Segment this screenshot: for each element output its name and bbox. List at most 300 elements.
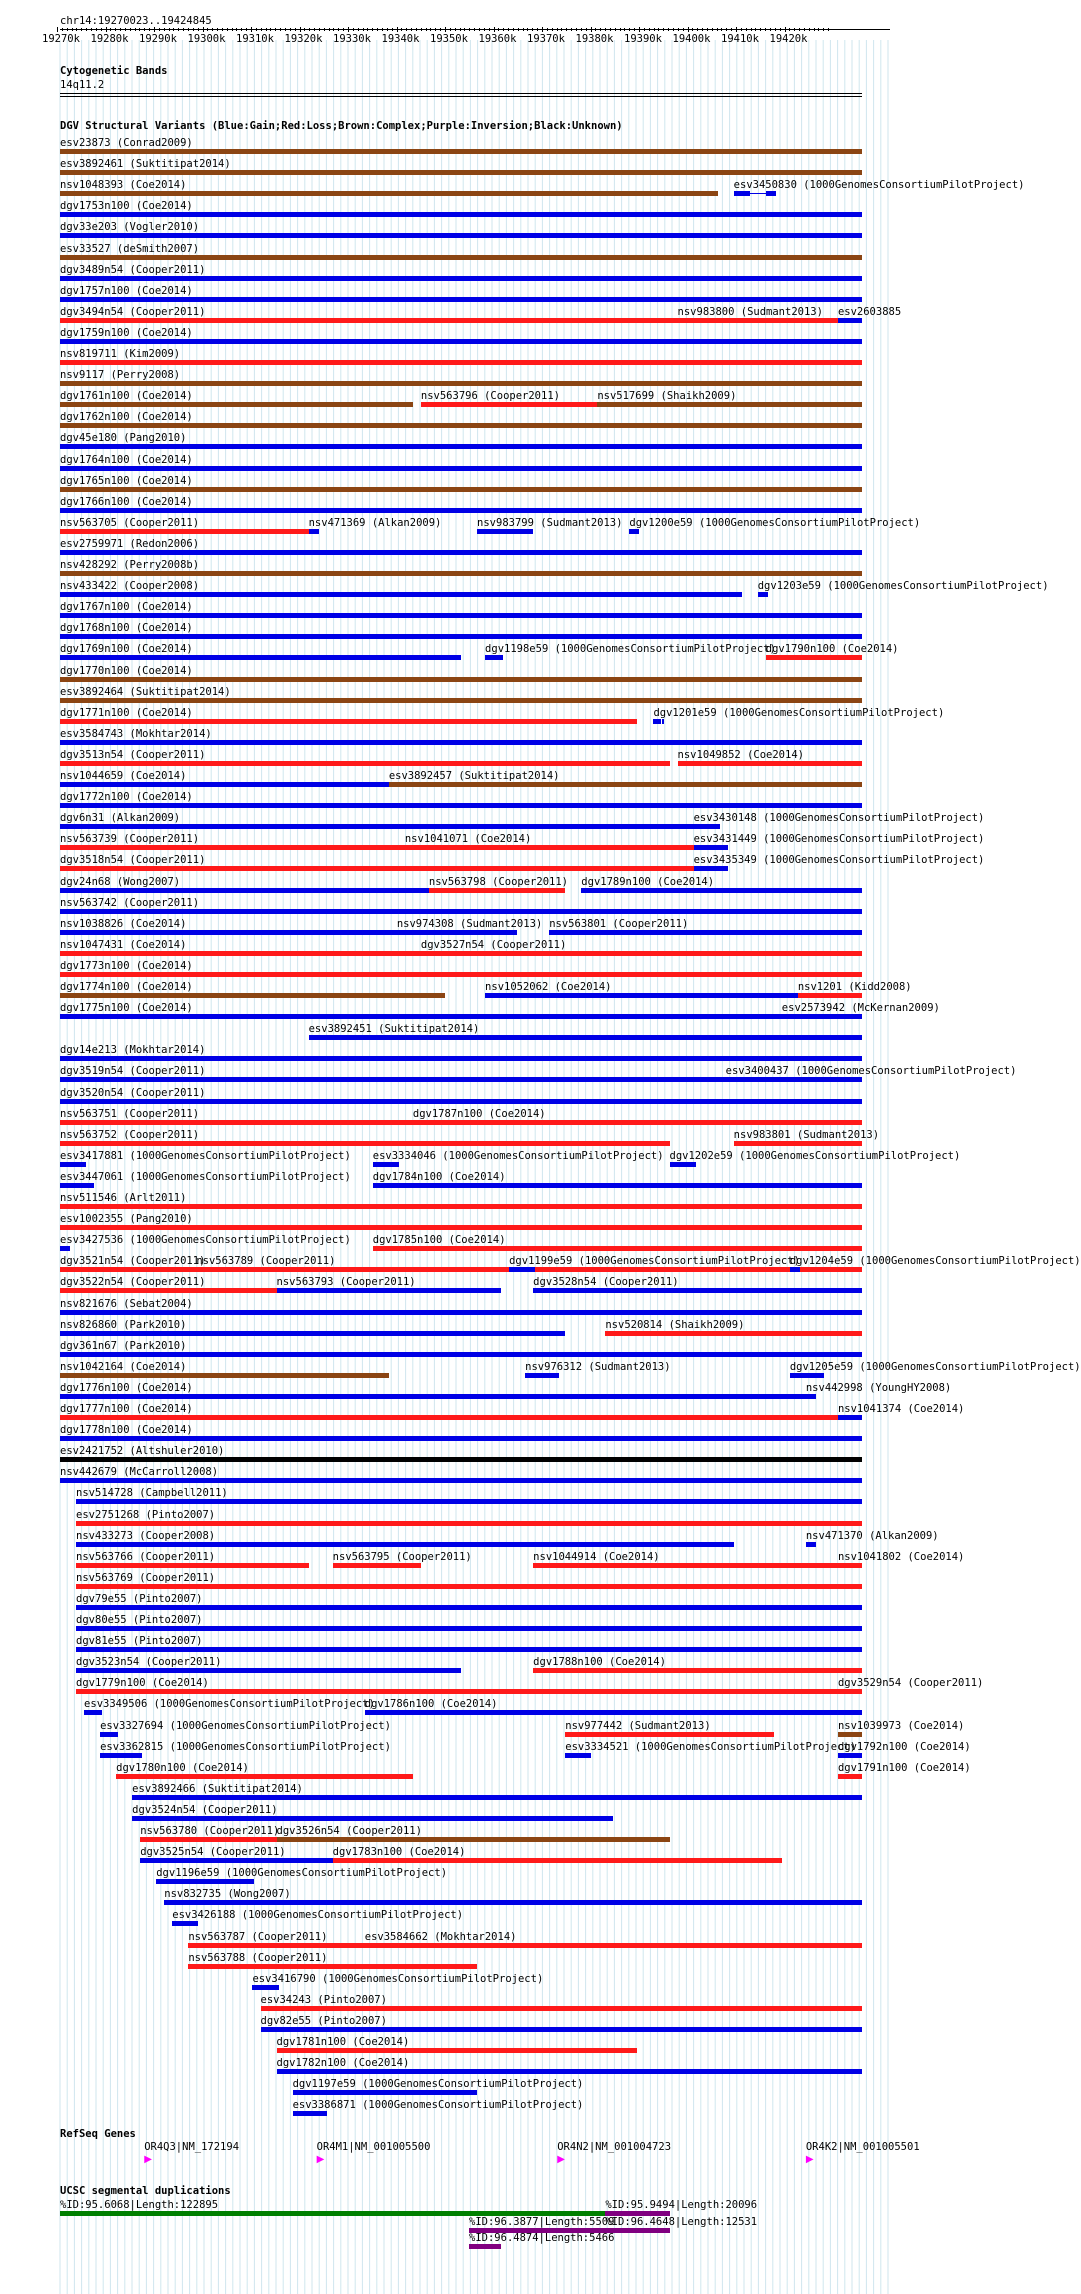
- dgv-feature-block[interactable]: [790, 1373, 822, 1378]
- dgv-feature-label[interactable]: dgv1196e59 (1000GenomesConsortiumPilotProject): [156, 1867, 448, 1880]
- dgv-feature-bar[interactable]: [60, 149, 862, 154]
- dgv-feature-block[interactable]: [172, 1921, 196, 1926]
- dgv-feature-end[interactable]: [774, 191, 776, 196]
- dgv-feature-label[interactable]: dgv1197e59 (1000GenomesConsortiumPilotProject): [292, 2078, 584, 2091]
- dgv-feature-label[interactable]: nsv563798 (Cooper2011): [428, 875, 568, 888]
- dgv-feature-label[interactable]: esv33527 (deSmith2007): [60, 242, 200, 255]
- dgv-feature-label[interactable]: dgv3518n54 (Cooper2011): [60, 854, 206, 867]
- dgv-feature-bar[interactable]: [678, 761, 862, 766]
- dgv-feature-bar[interactable]: [60, 529, 309, 534]
- dgv-feature-end[interactable]: [317, 529, 319, 534]
- dgv-feature-bar[interactable]: [293, 2090, 477, 2095]
- dgv-feature-bar[interactable]: [60, 1225, 862, 1230]
- dgv-feature-bar[interactable]: [60, 719, 637, 724]
- dgv-feature-bar[interactable]: [60, 888, 429, 893]
- segdup-label[interactable]: %ID:95.9494|Length:20096: [605, 2199, 758, 2211]
- dgv-feature-bar[interactable]: [60, 655, 461, 660]
- dgv-feature-label[interactable]: dgv1788n100 (Coe2014): [533, 1656, 666, 1669]
- dgv-feature-bar[interactable]: [365, 1943, 862, 1948]
- dgv-feature-label[interactable]: nsv563751 (Cooper2011): [60, 1107, 200, 1120]
- dgv-feature-end[interactable]: [798, 1267, 800, 1272]
- dgv-feature-label[interactable]: esv3417881 (1000GenomesConsortiumPilotProject): [60, 1149, 351, 1162]
- dgv-feature-bar[interactable]: [60, 402, 413, 407]
- dgv-feature-block[interactable]: [670, 1162, 694, 1167]
- dgv-feature-label[interactable]: nsv1041374 (Coe2014): [837, 1403, 965, 1415]
- dgv-feature-label[interactable]: nsv832735 (Wong2007): [164, 1888, 291, 1901]
- dgv-feature-label[interactable]: nsv442998 (YoungHY2008): [805, 1381, 952, 1394]
- dgv-feature-end[interactable]: [252, 1879, 254, 1884]
- dgv-feature-label[interactable]: dgv1790n100 (Coe2014): [765, 643, 899, 656]
- dgv-feature-bar[interactable]: [60, 381, 862, 386]
- dgv-feature-label[interactable]: dgv3529n54 (Cooper2011): [837, 1677, 984, 1690]
- dgv-feature-label[interactable]: esv2751268 (Pinto2007): [76, 1508, 216, 1521]
- dgv-feature-label[interactable]: dgv6n31 (Alkan2009): [60, 812, 181, 825]
- dgv-feature-label[interactable]: dgv80e55 (Pinto2007): [76, 1614, 203, 1626]
- dgv-feature-label[interactable]: dgv82e55 (Pinto2007): [260, 2014, 387, 2027]
- dgv-feature-bar[interactable]: [60, 212, 862, 217]
- dgv-feature-block[interactable]: [60, 1246, 68, 1251]
- dgv-feature-label[interactable]: nsv428292 (Perry2008b): [60, 559, 200, 571]
- dgv-feature-block[interactable]: [84, 1710, 100, 1715]
- dgv-feature-bar[interactable]: [60, 698, 862, 703]
- dgv-feature-bar[interactable]: [549, 930, 862, 935]
- dgv-feature-label[interactable]: nsv563766 (Cooper2011): [76, 1550, 216, 1563]
- dgv-feature-label[interactable]: dgv1205e59 (1000GenomesConsortiumPilotProject): [789, 1360, 1081, 1373]
- dgv-feature-bar[interactable]: [60, 1056, 862, 1061]
- dgv-feature-bar[interactable]: [60, 845, 405, 850]
- dgv-feature-label[interactable]: dgv1789n100 (Coe2014): [581, 875, 715, 888]
- dgv-feature-bar[interactable]: [60, 1457, 862, 1462]
- dgv-feature-label[interactable]: esv3892451 (Suktitipat2014): [308, 1023, 480, 1036]
- dgv-feature-label[interactable]: esv2573942 (McKernan2009): [781, 1002, 940, 1015]
- dgv-feature-label[interactable]: nsv563705 (Cooper2011): [60, 516, 200, 529]
- dgv-feature-label[interactable]: nsv563789 (Cooper2011): [196, 1255, 336, 1268]
- dgv-feature-label[interactable]: nsv471370 (Alkan2009): [805, 1529, 939, 1542]
- dgv-feature-end[interactable]: [196, 1921, 198, 1926]
- dgv-feature-label[interactable]: esv3435349 (1000GenomesConsortiumPilotProject): [693, 854, 985, 867]
- refseq-gene-label[interactable]: OR4Q3|NM_172194: [144, 2141, 240, 2153]
- dgv-feature-end[interactable]: [68, 1246, 70, 1251]
- dgv-feature-label[interactable]: dgv24n68 (Wong2007): [60, 875, 181, 888]
- segdup-bar[interactable]: [469, 2244, 501, 2249]
- dgv-feature-end[interactable]: [277, 1985, 279, 1990]
- dgv-feature-bar[interactable]: [477, 529, 533, 534]
- dgv-feature-end[interactable]: [766, 592, 768, 597]
- dgv-feature-bar[interactable]: [60, 1204, 862, 1209]
- dgv-feature-bar[interactable]: [798, 993, 862, 998]
- dgv-feature-label[interactable]: nsv563780 (Cooper2011): [140, 1825, 280, 1837]
- dgv-feature-bar[interactable]: [60, 803, 862, 808]
- dgv-feature-bar[interactable]: [277, 2048, 638, 2053]
- dgv-feature-label[interactable]: dgv1791n100 (Coe2014): [837, 1761, 971, 1774]
- dgv-feature-label[interactable]: dgv1786n100 (Coe2014): [364, 1698, 498, 1711]
- dgv-feature-bar[interactable]: [76, 1626, 862, 1631]
- dgv-feature-bar[interactable]: [60, 339, 862, 344]
- dgv-feature-block[interactable]: [509, 1267, 533, 1272]
- dgv-feature-bar[interactable]: [277, 2069, 862, 2074]
- dgv-feature-block[interactable]: [525, 1373, 557, 1378]
- dgv-feature-bar[interactable]: [60, 613, 862, 618]
- dgv-feature-bar[interactable]: [605, 1331, 862, 1336]
- dgv-feature-label[interactable]: dgv79e55 (Pinto2007): [76, 1592, 203, 1605]
- dgv-feature-bar[interactable]: [60, 1394, 806, 1399]
- dgv-feature-label[interactable]: esv3400437 (1000GenomesConsortiumPilotProject): [725, 1065, 1017, 1078]
- dgv-feature-end[interactable]: [726, 866, 728, 871]
- dgv-feature-bar[interactable]: [60, 740, 862, 745]
- gene-arrow-icon[interactable]: ▶: [557, 2154, 565, 2165]
- dgv-feature-bar[interactable]: [60, 170, 862, 175]
- dgv-feature-block[interactable]: [694, 824, 718, 829]
- dgv-feature-bar[interactable]: [60, 571, 862, 576]
- dgv-feature-label[interactable]: nsv520814 (Shaikh2009): [605, 1318, 745, 1331]
- dgv-feature-label[interactable]: esv34243 (Pinto2007): [260, 1993, 387, 2006]
- dgv-feature-label[interactable]: dgv1204e59 (1000GenomesConsortiumPilotProject): [789, 1255, 1081, 1268]
- dgv-feature-block[interactable]: [100, 1753, 140, 1758]
- dgv-feature-label[interactable]: esv3349506 (1000GenomesConsortiumPilotProject): [84, 1698, 375, 1711]
- dgv-feature-block[interactable]: [694, 866, 726, 871]
- dgv-feature-label[interactable]: nsv433273 (Cooper2008): [76, 1529, 216, 1542]
- dgv-feature-label[interactable]: dgv1770n100 (Coe2014): [60, 664, 193, 677]
- dgv-feature-bar[interactable]: [60, 930, 397, 935]
- segdup-bar[interactable]: [605, 2228, 669, 2233]
- dgv-feature-bar[interactable]: [60, 1120, 413, 1125]
- dgv-feature-bar[interactable]: [76, 1647, 862, 1652]
- dgv-feature-label[interactable]: esv3430148 (1000GenomesConsortiumPilotProject): [693, 812, 985, 825]
- dgv-feature-label[interactable]: esv3327694 (1000GenomesConsortiumPilotProject): [100, 1719, 391, 1732]
- dgv-feature-label[interactable]: nsv563788 (Cooper2011): [188, 1951, 328, 1964]
- dgv-feature-label[interactable]: nsv821676 (Sebat2004): [60, 1297, 193, 1310]
- dgv-feature-label[interactable]: dgv1781n100 (Coe2014): [276, 2036, 410, 2048]
- dgv-feature-bar[interactable]: [60, 1373, 389, 1378]
- dgv-feature-label[interactable]: dgv1779n100 (Coe2014): [76, 1677, 209, 1690]
- dgv-feature-bar[interactable]: [76, 1542, 734, 1547]
- dgv-feature-label[interactable]: dgv1773n100 (Coe2014): [60, 959, 193, 972]
- dgv-feature-label[interactable]: nsv563742 (Cooper2011): [60, 896, 200, 909]
- dgv-feature-end[interactable]: [718, 824, 720, 829]
- dgv-feature-label[interactable]: dgv1782n100 (Coe2014): [276, 2057, 410, 2070]
- dgv-feature-bar[interactable]: [60, 951, 421, 956]
- dgv-feature-label[interactable]: esv3450830 (1000GenomesConsortiumPilotProject): [733, 179, 1025, 192]
- dgv-feature-end[interactable]: [501, 655, 503, 660]
- dgv-feature-end[interactable]: [92, 1183, 94, 1188]
- dgv-feature-end[interactable]: [798, 1014, 800, 1019]
- dgv-feature-end[interactable]: [325, 2111, 327, 2116]
- dgv-feature-label[interactable]: esv2759971 (Redon2006): [60, 537, 200, 550]
- dgv-feature-bar[interactable]: [421, 951, 862, 956]
- dgv-feature-label[interactable]: esv2603885: [837, 305, 902, 318]
- dgv-feature-block[interactable]: [100, 1732, 116, 1737]
- dgv-feature-label[interactable]: dgv3494n54 (Cooper2011): [60, 305, 206, 318]
- dgv-feature-label[interactable]: dgv1778n100 (Coe2014): [60, 1424, 193, 1437]
- dgv-feature-bar[interactable]: [60, 423, 862, 428]
- dgv-feature-bar[interactable]: [397, 930, 517, 935]
- dgv-feature-bar[interactable]: [60, 255, 862, 260]
- dgv-feature-bar[interactable]: [60, 634, 862, 639]
- dgv-feature-label[interactable]: dgv3489n54 (Cooper2011): [60, 263, 206, 276]
- dgv-feature-label[interactable]: dgv3519n54 (Cooper2011): [60, 1065, 206, 1078]
- dgv-feature-label[interactable]: nsv433422 (Cooper2008): [60, 580, 200, 593]
- dgv-feature-label[interactable]: dgv1769n100 (Coe2014): [60, 643, 193, 656]
- dgv-feature-bar[interactable]: [60, 1352, 862, 1357]
- dgv-feature-label[interactable]: dgv3525n54 (Cooper2011): [140, 1846, 286, 1859]
- dgv-feature-label[interactable]: nsv442679 (McCarroll2008): [60, 1466, 219, 1479]
- dgv-feature-bar[interactable]: [838, 1563, 862, 1568]
- dgv-feature-label[interactable]: dgv1199e59 (1000GenomesConsortiumPilotProject): [509, 1255, 800, 1268]
- dgv-feature-end[interactable]: [726, 845, 728, 850]
- dgv-feature-label[interactable]: dgv3526n54 (Cooper2011): [276, 1825, 422, 1837]
- dgv-feature-bar[interactable]: [60, 993, 445, 998]
- dgv-feature-label[interactable]: dgv33e203 (Vogler2010): [60, 221, 200, 234]
- dgv-feature-bar[interactable]: [60, 1415, 862, 1420]
- dgv-feature-block[interactable]: [734, 191, 750, 196]
- refseq-gene-label[interactable]: OR4N2|NM_001004723: [557, 2141, 672, 2153]
- dgv-feature-bar[interactable]: [76, 1521, 862, 1526]
- dgv-feature-label[interactable]: dgv1783n100 (Coe2014): [332, 1846, 466, 1859]
- dgv-feature-bar[interactable]: [581, 888, 862, 893]
- dgv-feature-bar[interactable]: [60, 297, 862, 302]
- dgv-feature-bar[interactable]: [76, 1668, 461, 1673]
- dgv-feature-label[interactable]: nsv563795 (Cooper2011): [332, 1550, 472, 1563]
- dgv-feature-label[interactable]: nsv563739 (Cooper2011): [60, 833, 200, 846]
- segdup-label[interactable]: %ID:96.4874|Length:5466: [469, 2232, 615, 2244]
- dgv-feature-bar[interactable]: [140, 1837, 276, 1842]
- refseq-gene-label[interactable]: OR4K2|NM_001005501: [805, 2141, 920, 2153]
- dgv-feature-label[interactable]: dgv361n67 (Park2010): [60, 1339, 187, 1352]
- dgv-feature-label[interactable]: nsv819711 (Kim2009): [60, 348, 181, 360]
- dgv-feature-label[interactable]: nsv1038826 (Coe2014): [60, 917, 187, 930]
- dgv-feature-bar[interactable]: [309, 1035, 862, 1040]
- dgv-feature-label[interactable]: nsv1041802 (Coe2014): [837, 1550, 965, 1563]
- dgv-feature-bar[interactable]: [60, 1436, 862, 1441]
- dgv-feature-block[interactable]: [653, 719, 661, 724]
- dgv-feature-label[interactable]: dgv1200e59 (1000GenomesConsortiumPilotProject): [629, 516, 921, 529]
- dgv-feature-block[interactable]: [60, 1162, 84, 1167]
- dgv-feature-bar[interactable]: [76, 1689, 862, 1694]
- dgv-feature-bar[interactable]: [60, 466, 862, 471]
- dgv-feature-label[interactable]: nsv1042164 (Coe2014): [60, 1360, 187, 1373]
- dgv-feature-bar[interactable]: [373, 1183, 862, 1188]
- dgv-feature-bar[interactable]: [389, 782, 862, 787]
- dgv-feature-label[interactable]: dgv3524n54 (Cooper2011): [132, 1803, 278, 1816]
- dgv-feature-bar[interactable]: [413, 1120, 862, 1125]
- dgv-feature-bar[interactable]: [597, 402, 862, 407]
- dgv-feature-end[interactable]: [397, 1162, 399, 1167]
- dgv-feature-bar[interactable]: [838, 1689, 862, 1694]
- dgv-feature-block[interactable]: [782, 1014, 798, 1019]
- dgv-feature-label[interactable]: dgv1759n100 (Coe2014): [60, 326, 193, 339]
- dgv-feature-bar[interactable]: [60, 782, 389, 787]
- gene-arrow-icon[interactable]: ▶: [316, 2154, 325, 2165]
- dgv-feature-bar[interactable]: [60, 318, 678, 323]
- dgv-feature-label[interactable]: dgv1201e59 (1000GenomesConsortiumPilotProject): [653, 706, 945, 719]
- dgv-feature-block[interactable]: [629, 529, 637, 534]
- dgv-feature-bar[interactable]: [678, 318, 862, 323]
- dgv-feature-bar[interactable]: [60, 508, 862, 513]
- dgv-feature-label[interactable]: nsv1049852 (Coe2014): [677, 748, 804, 761]
- dgv-feature-bar[interactable]: [60, 276, 862, 281]
- dgv-feature-label[interactable]: dgv1776n100 (Coe2014): [60, 1381, 193, 1394]
- dgv-feature-bar[interactable]: [60, 1310, 862, 1315]
- dgv-feature-label[interactable]: dgv1757n100 (Coe2014): [60, 284, 193, 297]
- dgv-feature-bar[interactable]: [838, 1774, 862, 1779]
- dgv-feature-bar[interactable]: [261, 2006, 863, 2011]
- dgv-feature-bar[interactable]: [60, 866, 702, 871]
- dgv-feature-label[interactable]: esv3416790 (1000GenomesConsortiumPilotProject): [252, 1972, 544, 1985]
- dgv-feature-bar[interactable]: [333, 1563, 421, 1568]
- dgv-feature-label[interactable]: dgv3520n54 (Cooper2011): [60, 1086, 206, 1099]
- dgv-feature-bar[interactable]: [60, 592, 742, 597]
- dgv-feature-bar[interactable]: [60, 444, 862, 449]
- dgv-feature-block[interactable]: [373, 1162, 397, 1167]
- dgv-feature-label[interactable]: dgv1768n100 (Coe2014): [60, 622, 193, 635]
- dgv-feature-bar[interactable]: [838, 1415, 862, 1420]
- dgv-feature-label[interactable]: nsv563769 (Cooper2011): [76, 1571, 216, 1584]
- segdup-label[interactable]: %ID:95.6068|Length:122895: [60, 2199, 219, 2211]
- dgv-feature-end[interactable]: [557, 1373, 559, 1378]
- refseq-gene-label[interactable]: OR4M1|NM_001005500: [316, 2141, 431, 2153]
- dgv-feature-label[interactable]: dgv1792n100 (Coe2014): [837, 1740, 971, 1753]
- dgv-feature-block[interactable]: [766, 191, 774, 196]
- dgv-feature-label[interactable]: nsv983800 (Sudmant2013): [677, 305, 823, 318]
- dgv-feature-label[interactable]: esv1002355 (Pang2010): [60, 1213, 193, 1226]
- dgv-feature-label[interactable]: nsv977442 (Sudmant2013): [565, 1719, 711, 1732]
- dgv-feature-block[interactable]: [60, 1183, 92, 1188]
- dgv-feature-label[interactable]: dgv3528n54 (Cooper2011): [533, 1276, 679, 1289]
- dgv-feature-end[interactable]: [814, 1394, 816, 1399]
- gene-arrow-icon[interactable]: ▶: [144, 2154, 152, 2165]
- dgv-feature-label[interactable]: dgv1766n100 (Coe2014): [60, 495, 193, 508]
- dgv-feature-bar[interactable]: [60, 1141, 670, 1146]
- dgv-feature-label[interactable]: esv3892466 (Suktitipat2014): [132, 1782, 303, 1795]
- dgv-feature-end[interactable]: [116, 1732, 118, 1737]
- dgv-feature-end[interactable]: [742, 1077, 744, 1082]
- dgv-feature-block[interactable]: [790, 1267, 798, 1272]
- dgv-feature-label[interactable]: nsv1039973 (Coe2014): [837, 1719, 965, 1732]
- dgv-feature-bar[interactable]: [76, 1605, 862, 1610]
- dgv-feature-end[interactable]: [533, 1267, 535, 1272]
- dgv-feature-bar[interactable]: [76, 1499, 862, 1504]
- dgv-feature-bar[interactable]: [261, 2027, 863, 2032]
- dgv-feature-bar[interactable]: [60, 1478, 862, 1483]
- dgv-feature-end[interactable]: [694, 1162, 696, 1167]
- dgv-feature-bar[interactable]: [429, 888, 565, 893]
- dgv-feature-label[interactable]: dgv3513n54 (Cooper2011): [60, 748, 206, 761]
- dgv-feature-label[interactable]: esv3892464 (Suktitipat2014): [60, 685, 231, 698]
- dgv-feature-label[interactable]: dgv1784n100 (Coe2014): [372, 1170, 506, 1183]
- dgv-feature-label[interactable]: nsv1044914 (Coe2014): [533, 1550, 660, 1563]
- dgv-feature-end[interactable]: [140, 1753, 142, 1758]
- dgv-feature-bar[interactable]: [277, 1288, 502, 1293]
- dgv-feature-bar[interactable]: [188, 1943, 364, 1948]
- dgv-feature-bar[interactable]: [60, 1331, 565, 1336]
- dgv-feature-label[interactable]: esv3584743 (Mokhtar2014): [60, 727, 212, 740]
- dgv-feature-label[interactable]: nsv563801 (Cooper2011): [549, 917, 689, 930]
- dgv-feature-label[interactable]: nsv1048393 (Coe2014): [60, 179, 187, 192]
- dgv-feature-bar[interactable]: [533, 1668, 862, 1673]
- dgv-feature-bar[interactable]: [333, 1858, 782, 1863]
- dgv-feature-label[interactable]: esv3431449 (1000GenomesConsortiumPilotProject): [693, 833, 985, 846]
- dgv-feature-bar[interactable]: [60, 1288, 277, 1293]
- dgv-feature-label[interactable]: dgv1777n100 (Coe2014): [60, 1403, 193, 1415]
- dgv-feature-label[interactable]: esv2421752 (Altshuler2010): [60, 1445, 225, 1458]
- dgv-feature-bar[interactable]: [405, 845, 702, 850]
- dgv-feature-label[interactable]: nsv9117 (Perry2008): [60, 369, 181, 382]
- dgv-feature-label[interactable]: dgv3521n54 (Cooper2011): [60, 1255, 206, 1268]
- dgv-feature-label[interactable]: esv3334521 (1000GenomesConsortiumPilotProject): [565, 1740, 857, 1753]
- dgv-feature-bar[interactable]: [766, 655, 862, 660]
- dgv-feature-label[interactable]: nsv471369 (Alkan2009): [308, 516, 442, 529]
- dgv-feature-bar[interactable]: [838, 1732, 862, 1737]
- dgv-feature-bar[interactable]: [838, 1753, 862, 1758]
- dgv-feature-block[interactable]: [485, 655, 501, 660]
- dgv-feature-label[interactable]: dgv45e180 (Pang2010): [60, 432, 187, 445]
- dgv-feature-bar[interactable]: [60, 1099, 862, 1104]
- dgv-feature-label[interactable]: nsv511546 (Arlt2011): [60, 1192, 187, 1204]
- dgv-feature-label[interactable]: esv3427536 (1000GenomesConsortiumPilotProject): [60, 1234, 351, 1247]
- dgv-feature-bar[interactable]: [60, 233, 862, 238]
- dgv-feature-block[interactable]: [565, 1753, 589, 1758]
- dgv-feature-end[interactable]: [84, 1162, 86, 1167]
- dgv-feature-label[interactable]: nsv563787 (Cooper2011): [188, 1930, 328, 1943]
- dgv-feature-bar[interactable]: [838, 318, 862, 323]
- dgv-feature-label[interactable]: dgv1765n100 (Coe2014): [60, 474, 193, 487]
- dgv-feature-block[interactable]: [806, 1542, 814, 1547]
- dgv-feature-label[interactable]: dgv1761n100 (Coe2014): [60, 390, 193, 403]
- dgv-feature-label[interactable]: nsv974308 (Sudmant2013): [396, 917, 543, 930]
- dgv-feature-bar[interactable]: [132, 1816, 613, 1821]
- dgv-feature-end[interactable]: [637, 529, 639, 534]
- dgv-feature-label[interactable]: dgv1771n100 (Coe2014): [60, 706, 193, 719]
- dgv-feature-bar[interactable]: [132, 1795, 862, 1800]
- dgv-feature-label[interactable]: nsv976312 (Sudmant2013): [525, 1360, 671, 1373]
- dgv-feature-bar[interactable]: [76, 1584, 862, 1589]
- dgv-feature-block[interactable]: [758, 592, 766, 597]
- dgv-feature-label[interactable]: esv3584662 (Mokhtar2014): [364, 1930, 517, 1943]
- dgv-feature-bar[interactable]: [60, 909, 862, 914]
- dgv-feature-label[interactable]: nsv514728 (Campbell2011): [76, 1487, 228, 1500]
- dgv-feature-label[interactable]: nsv563793 (Cooper2011): [276, 1276, 416, 1289]
- dgv-feature-label[interactable]: dgv1774n100 (Coe2014): [60, 981, 193, 993]
- dgv-feature-bar[interactable]: [76, 1563, 309, 1568]
- segdup-label[interactable]: %ID:96.4648|Length:12531: [605, 2216, 758, 2228]
- segdup-label[interactable]: %ID:96.3877|Length:5509: [469, 2216, 615, 2228]
- dgv-feature-bar[interactable]: [60, 1267, 196, 1272]
- dgv-feature-end[interactable]: [589, 1753, 591, 1758]
- dgv-feature-bar[interactable]: [60, 761, 670, 766]
- dgv-feature-label[interactable]: esv23873 (Conrad2009): [60, 137, 193, 149]
- dgv-feature-label[interactable]: dgv1772n100 (Coe2014): [60, 791, 193, 804]
- dgv-feature-label[interactable]: nsv1047431 (Coe2014): [60, 938, 187, 951]
- dgv-feature-end[interactable]: [822, 1373, 824, 1378]
- dgv-feature-bar[interactable]: [60, 824, 694, 829]
- dgv-feature-bar[interactable]: [60, 550, 862, 555]
- dgv-feature-label[interactable]: nsv826860 (Park2010): [60, 1318, 187, 1331]
- dgv-feature-bar[interactable]: [140, 1858, 332, 1863]
- dgv-feature-block[interactable]: [252, 1985, 276, 1990]
- dgv-feature-label[interactable]: nsv983801 (Sudmant2013): [733, 1128, 880, 1141]
- dgv-feature-label[interactable]: nsv1044659 (Coe2014): [60, 770, 187, 782]
- dgv-feature-label[interactable]: nsv1201 (Kidd2008): [797, 981, 912, 993]
- dgv-feature-label[interactable]: esv3334046 (1000GenomesConsortiumPilotProject): [372, 1149, 664, 1162]
- dgv-feature-bar[interactable]: [60, 191, 718, 196]
- dgv-feature-label[interactable]: nsv517699 (Shaikh2009): [597, 390, 737, 403]
- dgv-feature-block[interactable]: [726, 1077, 742, 1082]
- dgv-feature-block[interactable]: [806, 1394, 814, 1399]
- dgv-feature-block[interactable]: [156, 1879, 252, 1884]
- dgv-feature-block[interactable]: [694, 845, 726, 850]
- dgv-feature-label[interactable]: nsv983799 (Sudmant2013): [477, 516, 623, 529]
- dgv-feature-label[interactable]: dgv3523n54 (Cooper2011): [76, 1656, 222, 1669]
